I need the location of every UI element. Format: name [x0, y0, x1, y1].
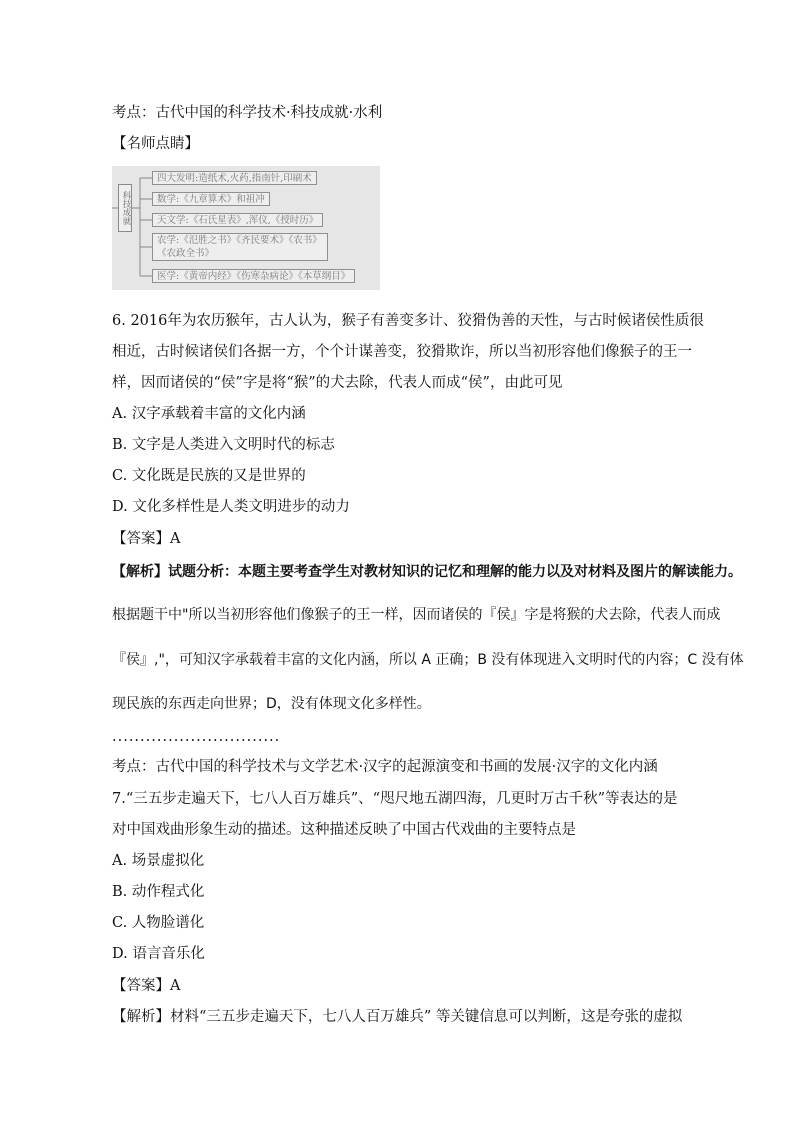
- question-7-option-d: D. 语言音乐化: [112, 946, 205, 962]
- question-6-note: 考点：古代中国的科学技术与文学艺术·汉字的起源演变和书画的发展·汉字的文化内涵: [112, 759, 658, 775]
- diagram-item: 天文学:《石氏星表》,浑仪,《授时历》: [152, 213, 323, 227]
- question-6-option-a: A. 汉字承载着丰富的文化内涵: [112, 406, 306, 422]
- question-7-line: 7.“三五步走遍天下，七八人百万雄兵”、“咫尺地五湖四海，几更时万古千秋”等表达的是: [112, 791, 678, 807]
- question-6-analysis: 根据题干中"所以当初形容他们像猴子的王一样，因而诸侯的『侯』字是将猴的犬去除，代表人而成: [112, 607, 721, 623]
- diagram-root: 科技成就: [118, 184, 132, 232]
- tip-label: 【名师点睛】: [112, 136, 199, 152]
- question-6-analysis: 现民族的东西走向世界；D，没有体现文化多样性。: [112, 696, 431, 712]
- question-7-option-c: C. 人物脸谱化: [112, 915, 205, 931]
- question-6-line: 6. 2016年为农历猴年，古人认为，猴子有善变多计、狡猾伪善的天性，与古时候诸侯性质很: [112, 313, 704, 329]
- knowledge-diagram: [112, 166, 380, 290]
- question-6-analysis: 【解析】试题分析：本题主要考查学生对教材知识的记忆和理解的能力以及对材料及图片的解读能力。: [112, 564, 742, 580]
- diagram-item: 医学:《黄帝内经》《伤寒杂病论》《本草纲目》: [152, 269, 355, 283]
- question-6-line: 样，因而诸侯的“侯”字是将“猴”的犬去除，代表人而成“侯”，由此可见: [112, 375, 563, 391]
- question-6-line: 相近，古时候诸侯们各据一方，个个计谋善变，狡猾欺诈，所以当初形容他们像猴子的王一: [112, 344, 692, 360]
- question-6-option-c: C. 文化既是民族的又是世界的: [112, 468, 306, 484]
- question-7-option-b: B. 动作程式化: [112, 884, 205, 900]
- diagram-item: 四大发明:造纸术,火药,指南针,印刷术: [152, 171, 317, 185]
- question-7-option-a: A. 场景虚拟化: [112, 853, 205, 869]
- question-7-answer: 【答案】A: [112, 978, 181, 994]
- question-7-line: 对中国戏曲形象生动的描述。这种描述反映了中国古代戏曲的主要特点是: [112, 822, 576, 838]
- question-6-option-b: B. 文字是人类进入文明时代的标志: [112, 437, 335, 453]
- question-7-analysis: 【解析】材料“三五步走遍天下，七八人百万雄兵” 等关键信息可以判断，这是夸张的虚拟: [112, 1009, 683, 1025]
- diagram-item: 农学:《氾胜之书》《齐民要术》《农书》《农政全书》: [152, 233, 328, 261]
- diagram-item: 数学:《九章算术》和祖冲: [152, 192, 270, 206]
- question-6-analysis: 『侯』,"，可知汉字承载着丰富的文化内涵，所以 A 正确；B 没有体现进入文明时代的内容；C 没有体: [112, 652, 744, 668]
- question-6-option-d: D. 文化多样性是人类文明进步的动力: [112, 499, 350, 515]
- dotted-separator: ..............................: [112, 729, 281, 745]
- top-note: 考点：古代中国的科学技术·科技成就·水利: [112, 105, 383, 121]
- question-6-answer: 【答案】A: [112, 531, 181, 547]
